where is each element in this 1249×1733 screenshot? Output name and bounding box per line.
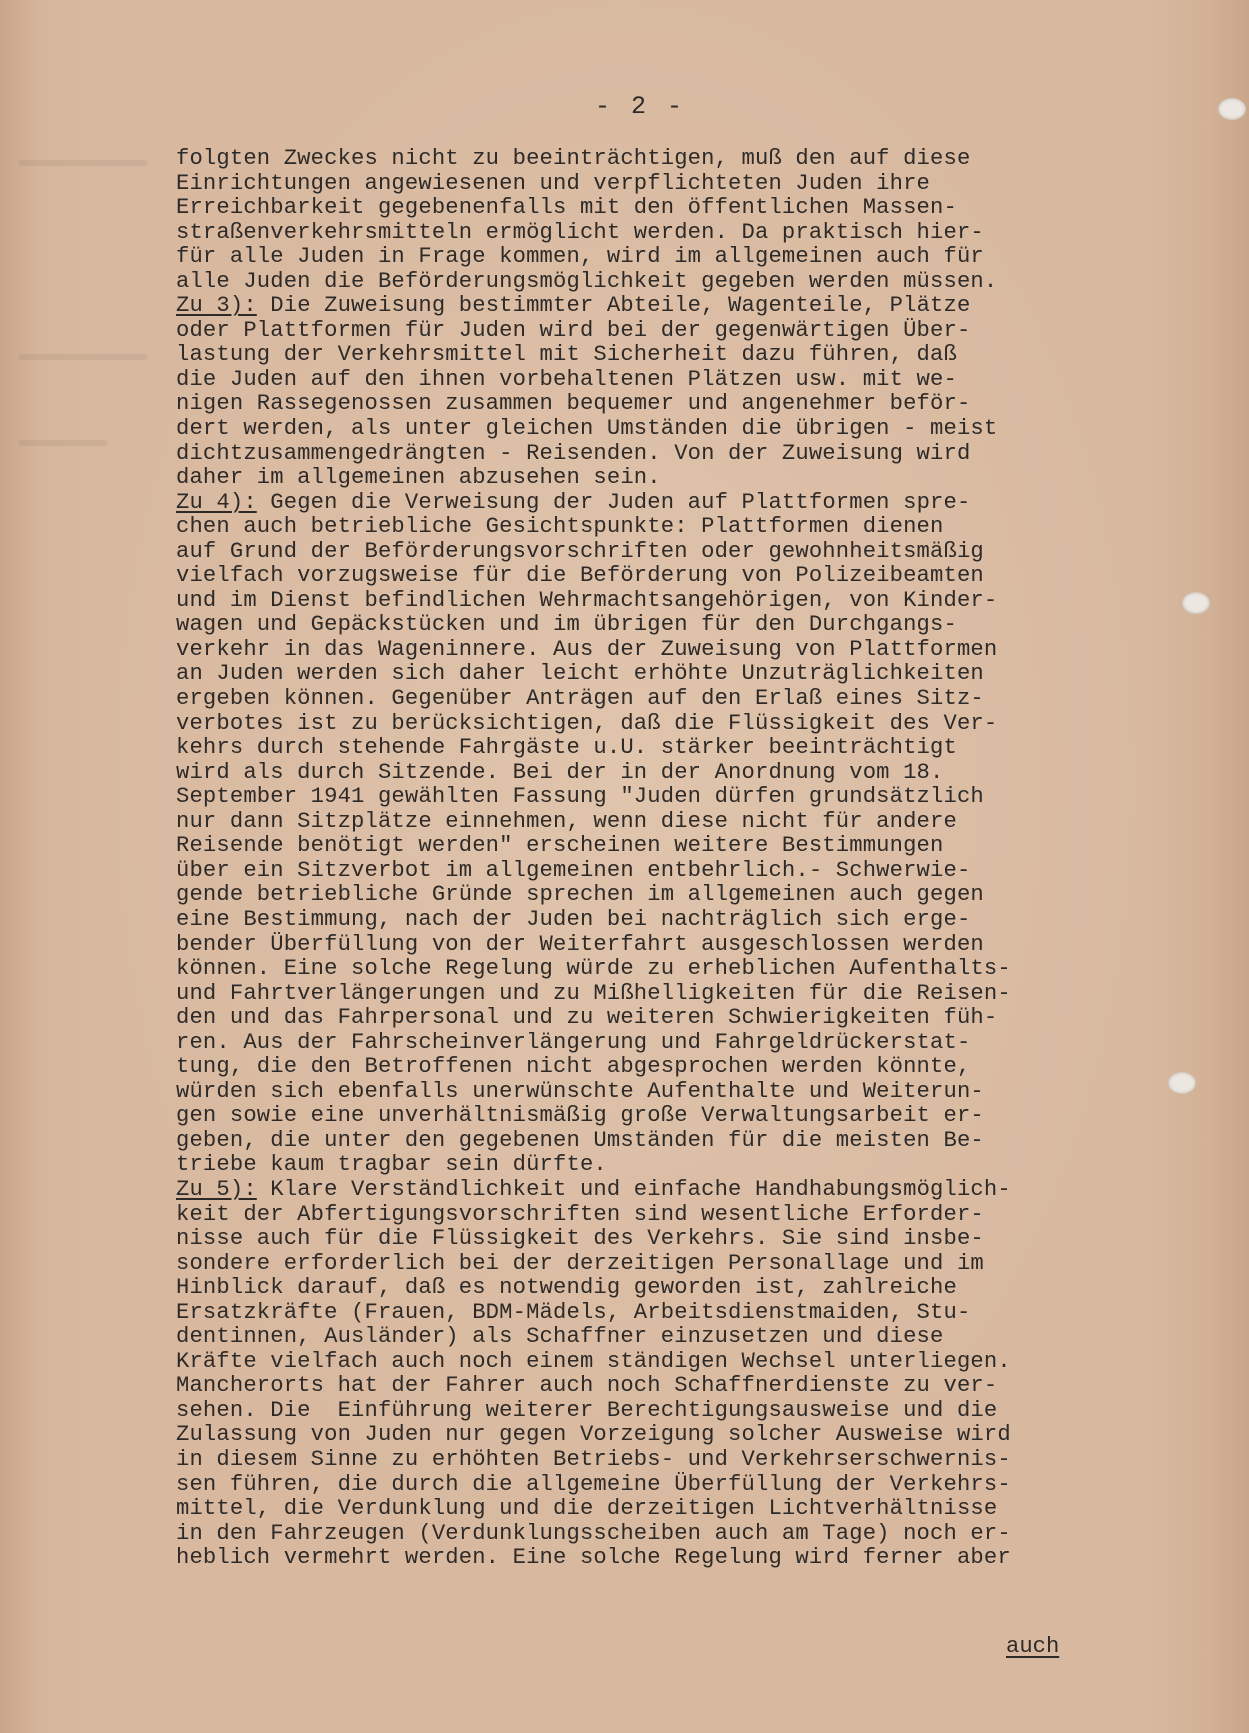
- text-line: [176, 785, 1236, 810]
- text-line: [176, 712, 1236, 737]
- text-line: [176, 1203, 1236, 1228]
- text-line: [176, 1031, 1236, 1056]
- line-text: in den Fahrzeugen (Verdunklungsscheiben auch am Tage) noch er-: [176, 1520, 1011, 1546]
- text-line: [176, 1325, 1236, 1350]
- line-text: wird als durch Sitzende. Bei der in der Anordnung vom 18.: [176, 759, 944, 785]
- text-line: [176, 515, 1236, 540]
- text-line: [176, 491, 1236, 516]
- line-text: über ein Sitzverbot im allgemeinen entbehrlich.- Schwerwie-: [176, 857, 971, 883]
- text-line: [176, 1423, 1236, 1448]
- text-line: [176, 294, 1236, 319]
- text-line: [176, 957, 1236, 982]
- text-line: [176, 1104, 1236, 1129]
- line-text: Klare Verständlichkeit und einfache Handhabungsmöglich-: [256, 1176, 1011, 1202]
- line-text: für alle Juden in Frage kommen, wird im allgemeinen auch für: [176, 244, 984, 270]
- text-line: [176, 392, 1236, 417]
- line-text: September 1941 gewählten Fassung "Juden dürfen grundsätzlich: [176, 784, 984, 810]
- text-line: [176, 1276, 1236, 1301]
- line-text: den und das Fahrpersonal und zu weiteren Schwierigkeiten füh-: [176, 1005, 998, 1031]
- text-line: [176, 638, 1236, 663]
- line-text: verkehr in das Wageninnere. Aus der Zuweisung von Plattformen: [176, 636, 998, 662]
- line-text: verbotes ist zu berücksichtigen, daß die Flüssigkeit des Ver-: [176, 710, 998, 736]
- text-line: [176, 736, 1236, 761]
- text-line: [176, 417, 1236, 442]
- line-text: nur dann Sitzplätze einnehmen, wenn diese nicht für andere: [176, 808, 957, 834]
- line-text: dentinnen, Ausländer) als Schaffner einzusetzen und diese: [176, 1324, 944, 1350]
- document-body: [176, 147, 1236, 1571]
- line-text: Einrichtungen angewiesenen und verpflichteten Juden ihre: [176, 170, 931, 196]
- text-line: [176, 1153, 1236, 1178]
- text-line: [176, 1055, 1236, 1080]
- section-label: Zu 3):: [176, 293, 257, 319]
- line-text: lastung der Verkehrsmittel mit Sicherheit dazu führen, daß: [176, 342, 957, 368]
- text-line: [176, 540, 1236, 565]
- line-text: keit der Abfertigungsvorschriften sind wesentliche Erforder-: [176, 1201, 984, 1227]
- line-text: die Juden auf den ihnen vorbehaltenen Plätzen usw. mit we-: [176, 366, 957, 392]
- line-text: Gegen die Verweisung der Juden auf Plattformen spre-: [256, 489, 971, 515]
- line-text: triebe kaum tragbar sein dürfte.: [176, 1152, 607, 1178]
- line-text: und Fahrtverlängerungen und zu Mißhelligkeiten für die Reisen-: [176, 980, 1011, 1006]
- line-text: auf Grund der Beförderungsvorschriften oder gewohnheitsmäßig: [176, 538, 984, 564]
- text-line: [176, 343, 1236, 368]
- line-text: sondere erforderlich bei der derzeitigen Personallage und im: [176, 1250, 984, 1276]
- text-line: [176, 1080, 1236, 1105]
- text-line: [176, 589, 1236, 614]
- text-line: [176, 662, 1236, 687]
- text-line: [176, 613, 1236, 638]
- paragraph: [176, 1178, 1236, 1571]
- line-text: bender Überfüllung von der Weiterfahrt ausgeschlossen werden: [176, 931, 984, 957]
- text-line: [176, 1006, 1236, 1031]
- text-line: [176, 172, 1236, 197]
- line-text: Reisende benötigt werden" erscheinen weitere Bestimmungen: [176, 833, 944, 859]
- paragraph: [176, 294, 1236, 490]
- text-line: [176, 883, 1236, 908]
- line-text: würden sich ebenfalls unerwünschte Aufenthalte und Weiterun-: [176, 1078, 984, 1104]
- line-text: ren. Aus der Fahrscheinverlängerung und Fahrgeldrückerstat-: [176, 1029, 971, 1055]
- line-text: und im Dienst befindlichen Wehrmachtsangehörigen, von Kinder-: [176, 587, 998, 613]
- text-line: [176, 1546, 1236, 1571]
- text-line: [176, 859, 1236, 884]
- line-text: nigen Rassegenossen zusammen bequemer und angenehmer beför-: [176, 391, 971, 417]
- line-text: straßenverkehrsmitteln ermöglicht werden. Da praktisch hier-: [176, 219, 984, 245]
- line-text: an Juden werden sich daher leicht erhöhte Unzuträglichkeiten: [176, 661, 984, 687]
- line-text: Mancherorts hat der Fahrer auch noch Schaffnerdienste zu ver-: [176, 1373, 998, 1399]
- line-text: sehen. Die Einführung weiterer Berechtigungsausweise und die: [176, 1397, 998, 1423]
- line-text: alle Juden die Beförderungsmöglichkeit gegeben werden müssen.: [176, 268, 998, 294]
- show-through-mark: [18, 160, 148, 166]
- line-text: wagen und Gepäckstücken und im übrigen für den Durchgangs-: [176, 612, 957, 638]
- line-text: daher im allgemeinen abzusehen sein.: [176, 465, 661, 491]
- text-line: [176, 1399, 1236, 1424]
- line-text: Hinblick darauf, daß es notwendig geworden ist, zahlreiche: [176, 1275, 957, 1301]
- paragraph: [176, 491, 1236, 1178]
- show-through-mark: [18, 440, 108, 446]
- text-line: [176, 221, 1236, 246]
- line-text: Zulassung von Juden nur gegen Vorzeigung solcher Ausweise wird: [176, 1422, 1011, 1448]
- line-text: Kräfte vielfach auch noch einem ständigen Wechsel unterliegen.: [176, 1348, 1011, 1374]
- line-text: können. Eine solche Regelung würde zu erheblichen Aufenthalts-: [176, 956, 1011, 982]
- line-text: oder Plattformen für Juden wird bei der gegenwärtigen Über-: [176, 317, 971, 343]
- text-line: [176, 982, 1236, 1007]
- line-text: in diesem Sinne zu erhöhten Betriebs- und Verkehrserschwernis-: [176, 1446, 1011, 1472]
- text-line: [176, 1522, 1236, 1547]
- line-text: Die Zuweisung bestimmter Abteile, Wagenteile, Plätze: [256, 293, 971, 319]
- paragraph: [176, 147, 1236, 294]
- text-line: [176, 368, 1236, 393]
- text-line: [176, 1227, 1236, 1252]
- text-line: [176, 1473, 1236, 1498]
- text-line: [176, 834, 1236, 859]
- page-number: - 2 -: [595, 92, 686, 121]
- catchword: auch: [1006, 1634, 1060, 1659]
- text-line: [176, 1301, 1236, 1326]
- text-line: [176, 1252, 1236, 1277]
- line-text: folgten Zweckes nicht zu beeinträchtigen, muß den auf diese: [176, 146, 971, 171]
- text-line: [176, 442, 1236, 467]
- line-text: heblich vermehrt werden. Eine solche Regelung wird ferner aber: [176, 1545, 1011, 1571]
- text-line: [176, 810, 1236, 835]
- text-line: [176, 933, 1236, 958]
- line-text: geben, die unter den gegebenen Umständen für die meisten Be-: [176, 1127, 984, 1153]
- text-line: [176, 245, 1236, 270]
- text-line: [176, 1178, 1236, 1203]
- text-line: [176, 466, 1236, 491]
- text-line: [176, 564, 1236, 589]
- text-line: [176, 908, 1236, 933]
- line-text: mittel, die Verdunklung und die derzeitigen Lichtverhältnisse: [176, 1496, 998, 1522]
- text-line: [176, 196, 1236, 221]
- line-text: gen sowie eine unverhältnismäßig große Verwaltungsarbeit er-: [176, 1103, 984, 1129]
- line-text: dert werden, als unter gleichen Umständen die übrigen - meist: [176, 416, 998, 442]
- line-text: eine Bestimmung, nach der Juden bei nachträglich sich erge-: [176, 906, 971, 932]
- line-text: Ersatzkräfte (Frauen, BDM-Mädels, Arbeitsdienstmaiden, Stu-: [176, 1299, 971, 1325]
- punch-hole: [1218, 98, 1246, 120]
- text-line: [176, 1497, 1236, 1522]
- section-label: Zu 4):: [176, 489, 257, 515]
- text-line: [176, 1350, 1236, 1375]
- line-text: ergeben können. Gegenüber Anträgen auf den Erlaß eines Sitz-: [176, 686, 984, 712]
- text-line: [176, 319, 1236, 344]
- line-text: tung, die den Betroffenen nicht abgesprochen werden könnte,: [176, 1054, 971, 1080]
- line-text: Erreichbarkeit gegebenenfalls mit den öffentlichen Massen-: [176, 195, 957, 221]
- section-label: Zu 5):: [176, 1176, 257, 1202]
- line-text: chen auch betriebliche Gesichtspunkte: Plattformen dienen: [176, 514, 944, 540]
- text-line: [176, 761, 1236, 786]
- text-line: [176, 1129, 1236, 1154]
- text-line: [176, 687, 1236, 712]
- line-text: sen führen, die durch die allgemeine Überfüllung der Verkehrs-: [176, 1471, 1011, 1497]
- text-line: [176, 1374, 1236, 1399]
- text-line: [176, 270, 1236, 295]
- show-through-mark: [18, 354, 148, 360]
- line-text: gende betriebliche Gründe sprechen im allgemeinen auch gegen: [176, 882, 984, 908]
- line-text: kehrs durch stehende Fahrgäste u.U. stärker beeinträchtigt: [176, 735, 957, 761]
- text-line: [176, 1448, 1236, 1473]
- line-text: nisse auch für die Flüssigkeit des Verkehrs. Sie sind insbe-: [176, 1226, 984, 1252]
- line-text: dichtzusammengedrängten - Reisenden. Von der Zuweisung wird: [176, 440, 971, 466]
- text-line: [176, 147, 1236, 172]
- line-text: vielfach vorzugsweise für die Beförderung von Polizeibeamten: [176, 563, 984, 589]
